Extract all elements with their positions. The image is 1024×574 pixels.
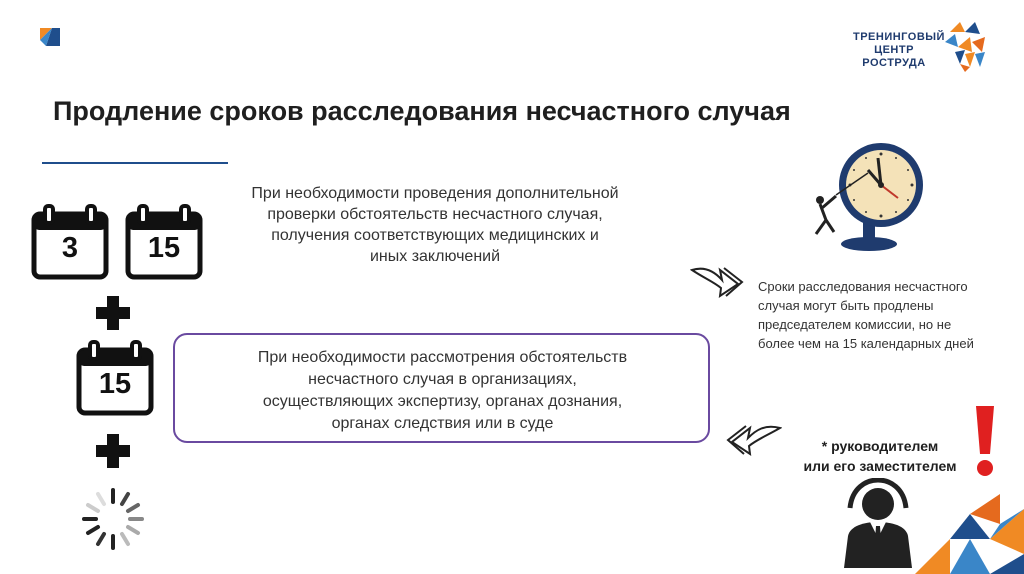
corner-decoration-icon [910,494,1024,574]
calendar-number: 3 [61,232,79,264]
condition-1-line: получения соответствующих медицинских и [271,227,599,244]
condition-2-line: органах следствия или в суде [331,415,554,432]
brand-logo-line: ЦЕНТР [874,44,914,56]
calendar-icon-3 [31,204,109,280]
authority-note [760,436,1000,476]
brand-mosaic-icon [940,22,990,72]
extension-info-line: случая могут быть продлены [758,298,934,313]
condition-1-line: При необходимости проведения дополнительной [251,185,619,202]
extension-info-text [758,277,1018,353]
title-underline [42,162,228,164]
authority-note-line: * руководителем [821,438,939,454]
brand-logo-line: РОСТРУДА [862,57,926,69]
plus-icon [96,434,130,468]
extension-info-line: председателем комиссии, но не [758,317,952,332]
calendar-number: 15 [147,232,181,264]
calendar-number: 15 [98,368,132,400]
brand-logo-line: ТРЕНИНГОВЫЙ [853,31,945,43]
clock-illustration-icon [806,140,926,255]
authority-note-line: или его заместителем [803,458,957,474]
corner-logo-icon [40,28,60,46]
calendar-icon-15-top [125,204,203,280]
extension-info-line: Сроки расследования несчастного [758,279,968,294]
calendar-icon-15-middle [76,340,154,416]
condition-2-text [180,347,705,435]
brand-logo-text [853,31,945,70]
extension-info-line: более чем на 15 календарных дней [758,336,974,351]
condition-1-line: проверки обстоятельств несчастного случая, [267,206,603,223]
condition-1-text [205,183,665,267]
arrow-right-icon [690,262,750,300]
condition-2-line: осуществляющих экспертизу, органах дознания, [262,393,623,410]
condition-2-line: несчастного случая в организациях, [308,371,577,388]
loading-spinner-icon [80,486,146,552]
condition-1-line: иных заключений [369,248,501,265]
condition-2-line: При необходимости рассмотрения обстоятельств [257,349,628,366]
page-title: Продление сроков расследования несчастного случая [53,96,791,126]
plus-icon [96,296,130,330]
manager-icon [840,478,916,568]
